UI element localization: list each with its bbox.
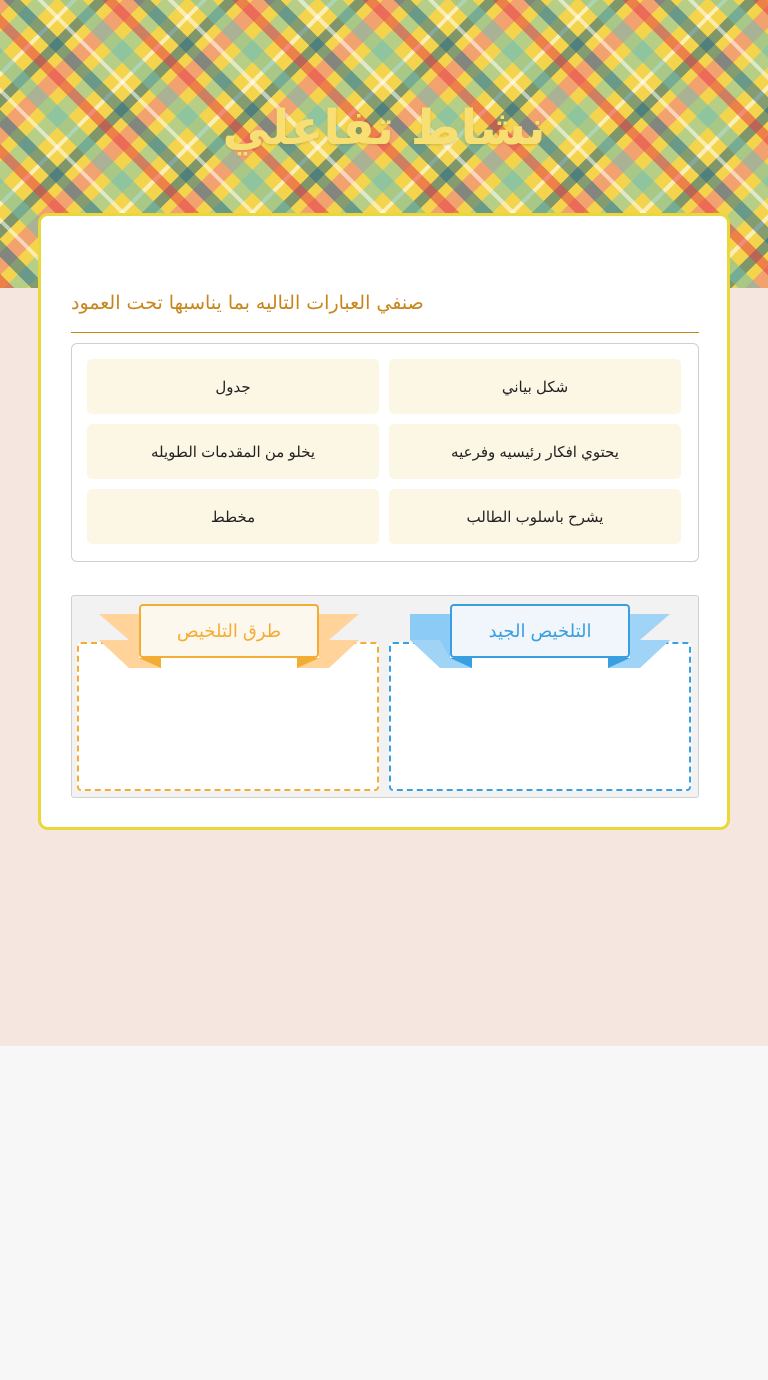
draggable-item-chart[interactable]: شكل بياني: [389, 359, 681, 414]
instruction-text: صنفي العبارات التاليه بما يناسبها تحت العمود: [71, 292, 424, 314]
draggable-item-diagram[interactable]: مخطط: [87, 489, 379, 544]
activity-card: [38, 213, 730, 830]
page-title: نشاط تفاعلي: [222, 100, 546, 156]
category-targets: [71, 595, 699, 798]
draggable-item-student-style[interactable]: يشرح باسلوب الطالب: [389, 489, 681, 544]
draggable-item-no-long-intros[interactable]: يخلو من المقدمات الطويله: [87, 424, 379, 479]
draggable-item-table[interactable]: جدول: [87, 359, 379, 414]
category-ribbon-summary-methods: [99, 604, 359, 670]
draggable-item-main-sub-ideas[interactable]: يحتوي افكار رئيسيه وفرعيه: [389, 424, 681, 479]
category-label-good-summary: التلخيص الجيد: [450, 604, 630, 658]
category-label-summary-methods: طرق التلخيص: [139, 604, 319, 658]
instruction-divider: [71, 332, 699, 333]
items-pool: [71, 343, 699, 562]
category-ribbon-good-summary: [410, 604, 670, 670]
